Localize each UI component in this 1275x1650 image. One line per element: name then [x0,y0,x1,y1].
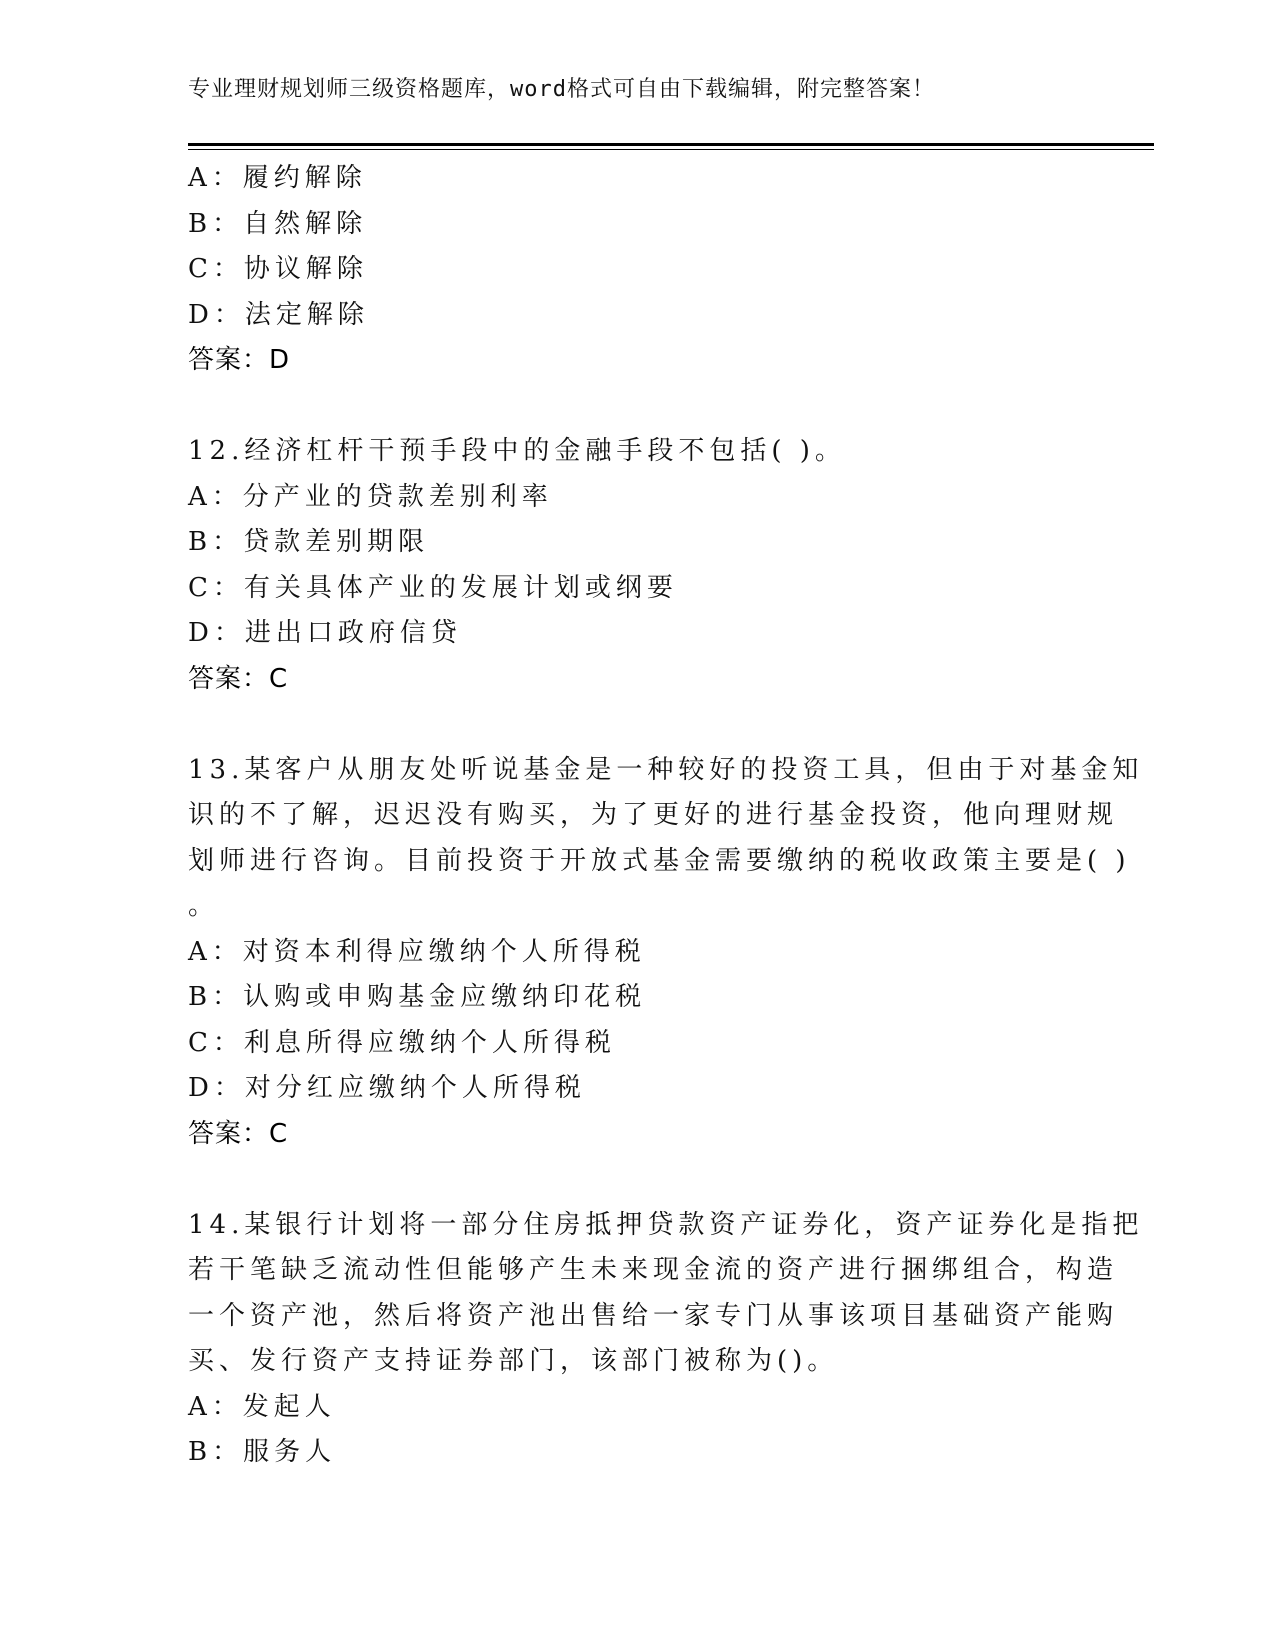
option-a: A：履约解除 [188,163,367,193]
option-c: C：利息所得应缴纳个人所得税 [188,1027,616,1058]
question-stem: 识的不了解，迟迟没有购买，为了更好的进行基金投资，他向理财规 [188,800,1119,830]
page-header: 专业理财规划师三级资格题库，word格式可自由下载编辑，附完整答案！ [188,77,935,102]
header-rule-thick [188,143,1154,146]
answer-line: 答案：D [188,345,291,375]
question-stem: 14.某银行计划将一部分住房抵押贷款资产证券化，资产证券化是指把 [188,1209,1144,1240]
question-stem: 。 [188,891,220,921]
option-a: A：分产业的贷款差别利率 [188,481,553,512]
option-b: B：自然解除 [188,208,368,239]
question-content [188,156,1144,1476]
option-b: B：认购或申购基金应缴纳印花税 [188,982,647,1012]
answer-line: 答案：C [188,1118,289,1149]
option-a: A：对资本利得应缴纳个人所得税 [188,936,646,967]
option-d: D：进出口政府信贷 [188,618,462,648]
option-c: C：协议解除 [188,254,368,284]
question-stem: 买、发行资产支持证券部门，该部门被称为()。 [188,1346,839,1376]
question-stem: 若干笔缺乏流动性但能够产生未来现金流的资产进行捆绑组合，构造 [188,1255,1119,1285]
option-b: B：贷款差别期限 [188,527,430,557]
prev-question [188,156,1088,384]
question-14 [188,1203,1144,1476]
question-stem: 划师进行咨询。目前投资于开放式基金需要缴纳的税收政策主要是( ) [188,845,1131,876]
spacer [188,702,1088,748]
question-stem: 13.某客户从朋友处听说基金是一种较好的投资工具，但由于对基金知 [188,754,1144,785]
question-stem: 12.经济杠杆干预手段中的金融手段不包括( )。 [188,436,846,466]
option-c: C：有关具体产业的发展计划或纲要 [188,572,678,603]
spacer [188,1157,1088,1203]
question-13 [188,748,1144,1158]
answer-line: 答案：C [188,663,289,694]
question-stem: 一个资产池，然后将资产池出售给一家专门从事该项目基础资产能购 [188,1300,1119,1331]
option-a: A：发起人 [188,1391,336,1422]
header-rule-thin [188,149,1154,150]
question-12 [188,429,1088,702]
option-b: B：服务人 [188,1437,337,1467]
option-d: D：对分红应缴纳个人所得税 [188,1073,586,1103]
spacer [188,384,1088,430]
option-d: D：法定解除 [188,299,369,330]
